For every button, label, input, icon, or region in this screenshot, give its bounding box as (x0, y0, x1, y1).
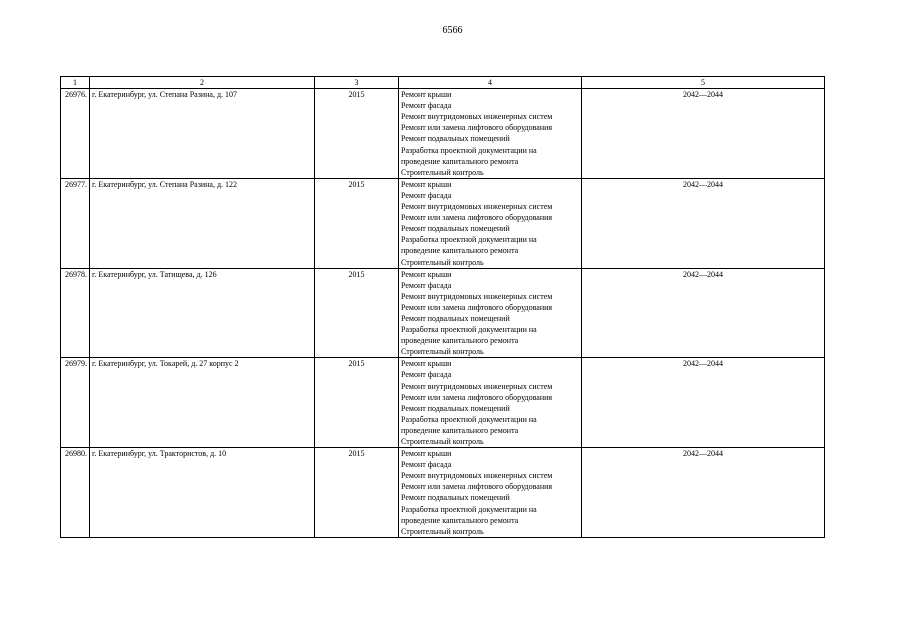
work-item: Ремонт фасада (401, 190, 452, 200)
work-item: Ремонт крыши (401, 449, 452, 459)
work-item: проведение капитального ремонта (401, 425, 519, 435)
address-cell: г. Екатеринбург, ул. Степана Разина, д. 107 (90, 89, 315, 179)
column-header: 1 (61, 77, 90, 89)
row-number: 26977. (61, 178, 90, 268)
column-header: 3 (315, 77, 399, 89)
work-item: Строительный контроль (401, 257, 484, 267)
work-item: Ремонт крыши (401, 359, 452, 369)
works-cell (399, 178, 582, 268)
work-item: Ремонт внутридомовых инженерных систем (401, 202, 553, 212)
work-item: Ремонт фасада (401, 460, 452, 470)
work-item: Разработка проектной документации на (401, 504, 537, 514)
work-item: Разработка проектной документации на (401, 235, 537, 245)
year-cell: 2015 (315, 448, 399, 538)
works-cell (399, 89, 582, 179)
work-item: Ремонт подвальных помещений (401, 134, 510, 144)
table-row (61, 358, 825, 448)
period-cell: 2042—2044 (582, 89, 825, 179)
work-item: Ремонт внутридомовых инженерных систем (401, 381, 553, 391)
year-cell: 2015 (315, 178, 399, 268)
work-item: проведение капитального ремонта (401, 336, 519, 346)
table-row (61, 268, 825, 358)
work-item: Разработка проектной документации на (401, 325, 537, 335)
table-row (61, 448, 825, 538)
table-row (61, 178, 825, 268)
column-header: 5 (582, 77, 825, 89)
work-item: Разработка проектной документации на (401, 145, 537, 155)
works-cell (399, 448, 582, 538)
column-header: 4 (399, 77, 582, 89)
work-item: Строительный контроль (401, 437, 484, 446)
works-cell (399, 268, 582, 358)
repair-schedule-table (60, 76, 825, 538)
address-cell: г. Екатеринбург, ул. Татищева, д. 126 (90, 268, 315, 358)
address-cell: г. Екатеринбург, ул. Степана Разина, д. 122 (90, 178, 315, 268)
work-item: Ремонт внутридомовых инженерных систем (401, 291, 553, 301)
work-item: проведение капитального ремонта (401, 515, 519, 525)
page-number: 6566 (442, 25, 463, 36)
work-item: Ремонт или замена лифтового оборудования (401, 302, 553, 312)
work-item: Строительный контроль (401, 167, 484, 177)
work-item: Ремонт подвальных помещений (401, 313, 510, 323)
table-row (61, 89, 825, 179)
year-cell: 2015 (315, 89, 399, 179)
work-item: Ремонт фасада (401, 280, 452, 290)
work-item: Ремонт внутридомовых инженерных систем (401, 112, 553, 122)
column-header: 2 (90, 77, 315, 89)
work-item: Ремонт или замена лифтового оборудования (401, 123, 553, 133)
work-item: Ремонт или замена лифтового оборудования (401, 213, 553, 223)
work-item: Ремонт или замена лифтового оборудования (401, 392, 553, 402)
address-cell: г. Екатеринбург, ул. Трактористов, д. 10 (90, 448, 315, 538)
period-cell: 2042—2044 (582, 448, 825, 538)
work-item: Ремонт крыши (401, 90, 452, 100)
year-cell: 2015 (315, 268, 399, 358)
row-number: 26980. (61, 448, 90, 538)
period-cell: 2042—2044 (582, 268, 825, 358)
work-item: Разработка проектной документации на (401, 414, 537, 424)
row-number: 26979. (61, 358, 90, 448)
work-item: Ремонт крыши (401, 179, 452, 189)
work-item: Ремонт подвальных помещений (401, 403, 510, 413)
work-item: проведение капитального ремонта (401, 246, 519, 256)
year-cell: 2015 (315, 358, 399, 448)
work-item: Ремонт фасада (401, 370, 452, 380)
period-cell: 2042—2044 (582, 358, 825, 448)
column-number-row (61, 77, 825, 89)
work-item: проведение капитального ремонта (401, 156, 519, 166)
address-cell: г. Екатеринбург, ул. Токарей, д. 27 корпус 2 (90, 358, 315, 448)
period-cell: 2042—2044 (582, 178, 825, 268)
row-number: 26978. (61, 268, 90, 358)
work-item: Ремонт или замена лифтового оборудования (401, 482, 553, 492)
row-number: 26976. (61, 89, 90, 179)
work-item: Ремонт подвальных помещений (401, 224, 510, 234)
work-item: Ремонт крыши (401, 269, 452, 279)
work-item: Ремонт фасада (401, 101, 452, 111)
works-cell (399, 358, 582, 448)
work-item: Строительный контроль (401, 347, 484, 357)
work-item: Ремонт внутридомовых инженерных систем (401, 471, 553, 481)
work-item: Строительный контроль (401, 526, 484, 536)
work-item: Ремонт подвальных помещений (401, 493, 510, 503)
